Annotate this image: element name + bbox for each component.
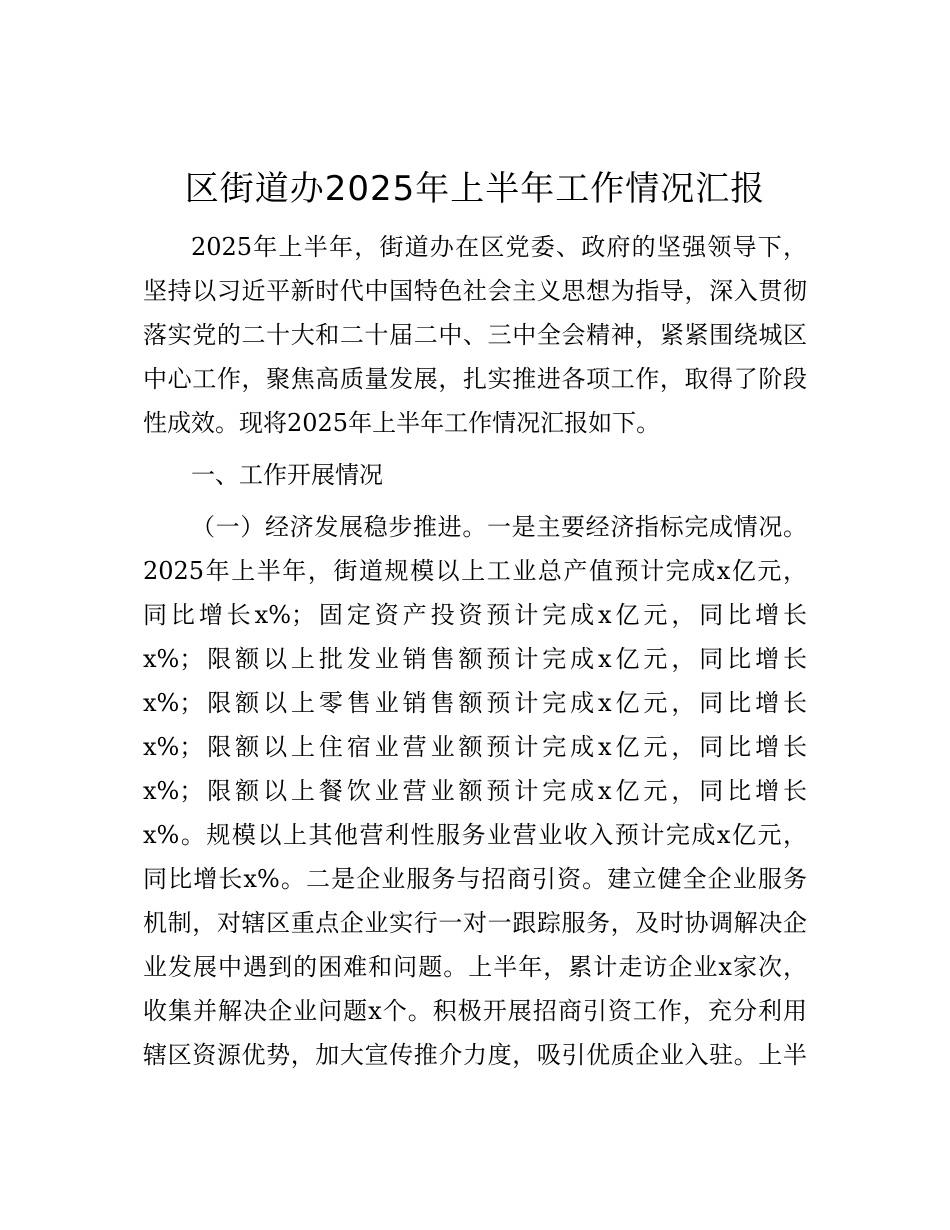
body-line-6: x%；限额以上住宿业营业额预计完成x亿元，同比增长 (143, 733, 807, 761)
body-line-5: x%；限额以上零售业销售额预计完成x亿元，同比增长 (143, 689, 807, 717)
body-line-11: 业发展中遇到的困难和问题。上半年，累计走访企业x家次， (143, 953, 807, 981)
section-heading: 一、工作开展情况 (191, 461, 383, 489)
body-line-2: 2025年上半年，街道规模以上工业总产值预计完成x亿元， (143, 557, 807, 585)
intro-line-3: 落实党的二十大和二十届二中、三中全会精神，紧紧围绕城区 (143, 321, 807, 349)
body-line-13: 辖区资源优势，加大宣传推介力度，吸引优质企业入驻。上半 (143, 1041, 807, 1069)
body-line-12: 收集并解决企业问题x个。积极开展招商引资工作，充分利用 (143, 997, 807, 1025)
body-line-9: 同比增长x%。二是企业服务与招商引资。建立健全企业服务 (143, 865, 807, 893)
body-line-8: x%。规模以上其他营利性服务业营业收入预计完成x亿元， (143, 821, 807, 849)
body-line-10: 机制，对辖区重点企业实行一对一跟踪服务，及时协调解决企 (143, 909, 807, 937)
document-title: 区街道办2025年上半年工作情况汇报 (184, 169, 766, 209)
body-line-4: x%；限额以上批发业销售额预计完成x亿元，同比增长 (143, 645, 807, 673)
body-line-1: （一）经济发展稳步推进。一是主要经济指标完成情况。 (191, 513, 807, 541)
intro-line-2: 坚持以习近平新时代中国特色社会主义思想为指导，深入贯彻 (143, 277, 807, 305)
intro-line-1: 2025年上半年，街道办在区党委、政府的坚强领导下， (191, 233, 807, 261)
body-line-7: x%；限额以上餐饮业营业额预计完成x亿元，同比增长 (143, 777, 807, 805)
body-line-3: 同比增长x%；固定资产投资预计完成x亿元，同比增长 (143, 601, 807, 629)
intro-line-5: 性成效。现将2025年上半年工作情况汇报如下。 (143, 409, 661, 437)
intro-line-4: 中心工作，聚焦高质量发展，扎实推进各项工作，取得了阶段 (143, 365, 807, 393)
